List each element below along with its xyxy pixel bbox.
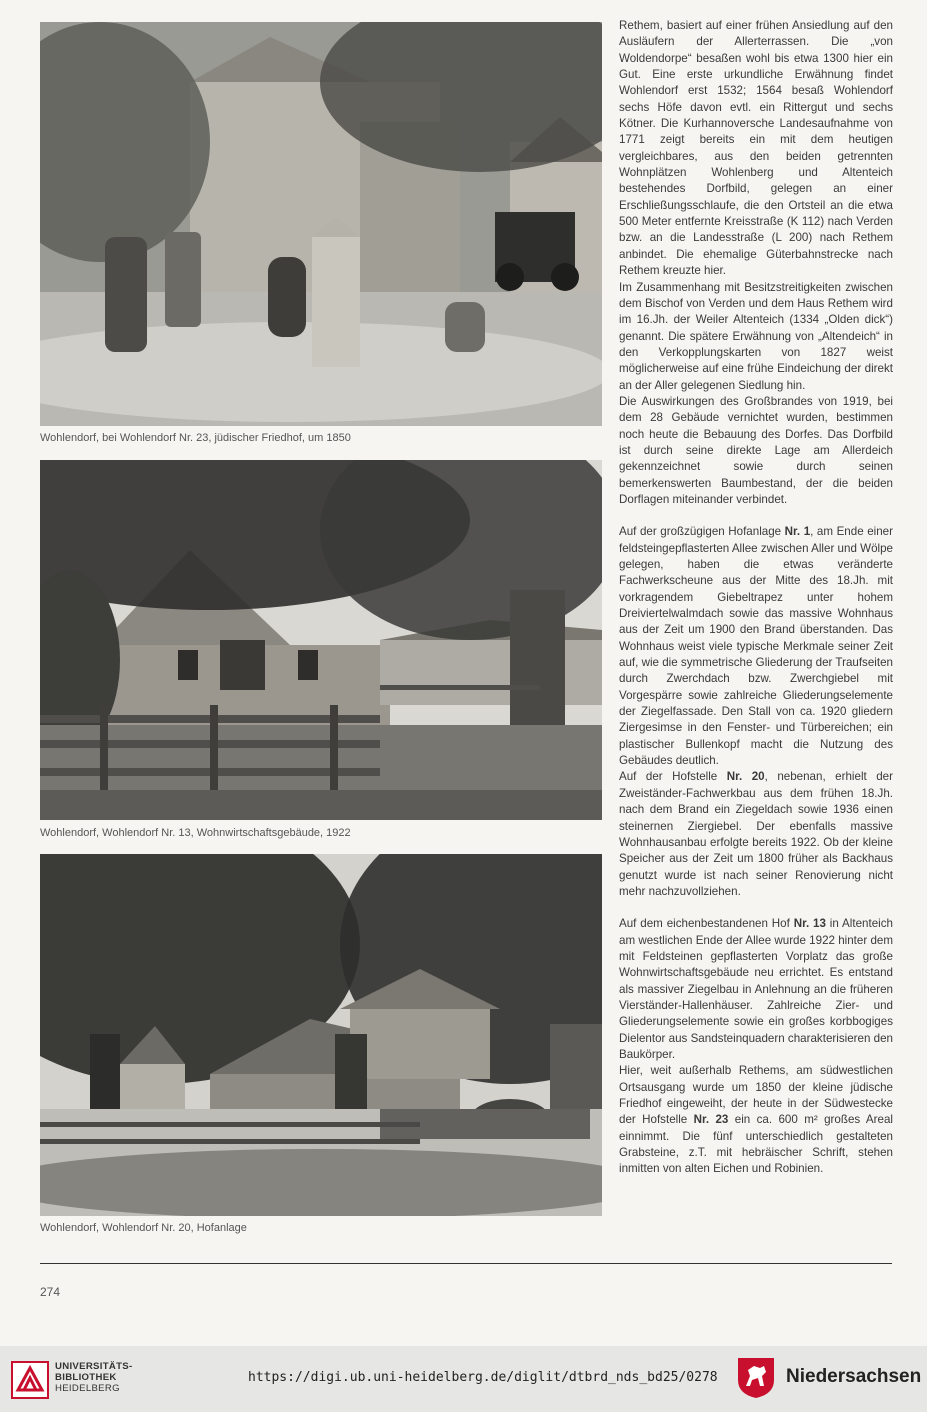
- paragraph-altenteich: Im Zusammenhang mit Besitzstreitigkeiten zwischen dem Bischof von Verden und dem Haus Rethem wird im 16.Jh. der Weiler Altenteich (1334 „Olden dick“) genannt. Die spätere Erwähnung von „Altendeich“ in den Verkopplungskarten von 1827 weist möglicherweise auf eine frühe Eindeichung der direkt an der Aller gelegenen Siedlung hin.: [619, 280, 893, 392]
- permalink-url[interactable]: https://digi.ub.uni-heidelberg.de/diglit/dtbrd_nds_bd25/0278: [248, 1370, 718, 1385]
- footer-rule: [40, 1263, 892, 1264]
- photo-farm-building-nr13: [40, 460, 602, 820]
- photo-farmstead-nr20: [40, 854, 602, 1216]
- photo-jewish-cemetery: [40, 22, 602, 426]
- photo-caption-2: Wohlendorf, Wohlendorf Nr. 13, Wohnwirtschaftsgebäude, 1922: [40, 827, 351, 839]
- paragraph-nr1: Auf der großzügigen Hofanlage Nr. 1, am Ende einer feldsteingepflasterten Allee zwischen Aller und Wölpe gelegen, haben die etwas veränderte Fachwerkscheune aus der Mitte des 18.Jh. mit vorkragendem Giebeltrapez unter hohem Dreiviertelwalmdach sowie das massive Wohnhaus aus der Zeit um 1900 den Brand überstanden. Das Wohnhaus weist viele typische Merkmale seiner Zeit auf, wie die symmetrische Gliederung der Traufseiten durch Zwerchdach bzw. Zwerchgiebel mit Vorgespärre sowie zahlreiche Gliederungselemente der Ziegelfassade. Den Stall von ca. 1920 gliedern Ziergesimse in den Fenster- und Türbereichen; ein plastischer Bullenkopf macht die Nutzung des Gebäudes deutlich.: [619, 525, 893, 768]
- niedersachsen-horse-crest-icon[interactable]: [736, 1356, 776, 1400]
- photo-caption-3: Wohlendorf, Wohlendorf Nr. 20, Hofanlage: [40, 1222, 247, 1234]
- paragraph-fire-1919: Die Auswirkungen des Großbrandes von 1919, bei dem 28 Gebäude vernichtet wurden, bestimmen noch heute die Bebauung des Dorfes. Das Dorfbild ist durch seine direkte Lage am Allerdeich gekennzeichnet sowie durch seinen bemerkenswerten Baumbestand, der die beiden Dorflagen miteinander verbindet.: [619, 394, 893, 506]
- paragraph-jewish-cemetery: Hier, weit außerhalb Rethems, am südwestlichen Ortsausgang wurde um 1850 der kleine jüdische Friedhof eingeweiht, der heute in der Südwestecke der Hofstelle Nr. 23 ein ca. 600 m² großes Areal einnimmt. Die fünf unterschiedlich gestalteten Grabsteine, z.T. mit hebräischer Schrift, stehen inmitten von alten Eichen und Robinien.: [619, 1064, 893, 1176]
- niedersachsen-label[interactable]: Niedersachsen: [786, 1366, 922, 1387]
- university-library-name[interactable]: UNIVERSITÄTS- BIBLIOTHEK HEIDELBERG: [55, 1361, 133, 1394]
- paragraph-history: Rethem, basiert auf einer frühen Ansiedlung auf den Ausläufern der Allerterrassen. Die „von Woldendorpe“ besaßen wohl bis etwa 1300 hier ein Gut. Eine erste urkundliche Erwähnung findet Wohlendorf erst 1532; 1564 besaß Wohlendorf sechs Höfe davon evtl. ein Rittergut und sechs Kötner. Die Kurhannoversche Landesaufnahme von 1771 zeigt bereits ein mit dem heutigen vergleichbares, aus den beiden getrennten Wohnplätzen Wohlenberg und Altenteich bestehendes Dorfbild, gelegen an einer Erschließungsschlaufe, die den Ortsteil an die etwa 500 Meter entfernte Kreisstraße (K 112) nach Verden bzw. an die Landesstraße (L 200) nach Rethem anbindet. Die ehemalige Güterbahnstrecke nach Rethem kreuzte hier.: [619, 19, 893, 278]
- body-text-column: [619, 18, 893, 1178]
- university-library-logo-icon[interactable]: [10, 1360, 50, 1400]
- paragraph-nr20: Auf der Hofstelle Nr. 20, nebenan, erhielt der Zweiständer-Fachwerkbau aus dem frühen 18.Jh. nach dem Brand ein Ziegeldach sowie 1936 einen steinernen Ziergiebel. Der ebenfalls massive Wohnhausanbau erfolgte bereits 1922. Ob der kleine Speicher aus der Zeit um 1800 früher als Backhaus genutzt wurde ist nach seiner Renovierung nicht mehr nachzuvollziehen.: [619, 770, 893, 898]
- photo-caption-1: Wohlendorf, bei Wohlendorf Nr. 23, jüdischer Friedhof, um 1850: [40, 432, 351, 444]
- paragraph-nr13: Auf dem eichenbestandenen Hof Nr. 13 in Altenteich am westlichen Ende der Allee wurde 1922 hinter dem mit Feldsteinen gepflasterten Vorplatz das große Wohnwirtschaftsgebäude neu errichtet. Es entstand als massiver Ziegelbau in Anlehnung an die früheren Vierständer-Hallenhäuser. Zahlreiche Zier- und Gliederungselemente sowie ein großes korbbogiges Dielentor aus Sandsteinquadern charakterisieren den Baukörper.: [619, 917, 893, 1061]
- page-number: 274: [40, 1285, 61, 1299]
- viewer-footer: [0, 1346, 927, 1412]
